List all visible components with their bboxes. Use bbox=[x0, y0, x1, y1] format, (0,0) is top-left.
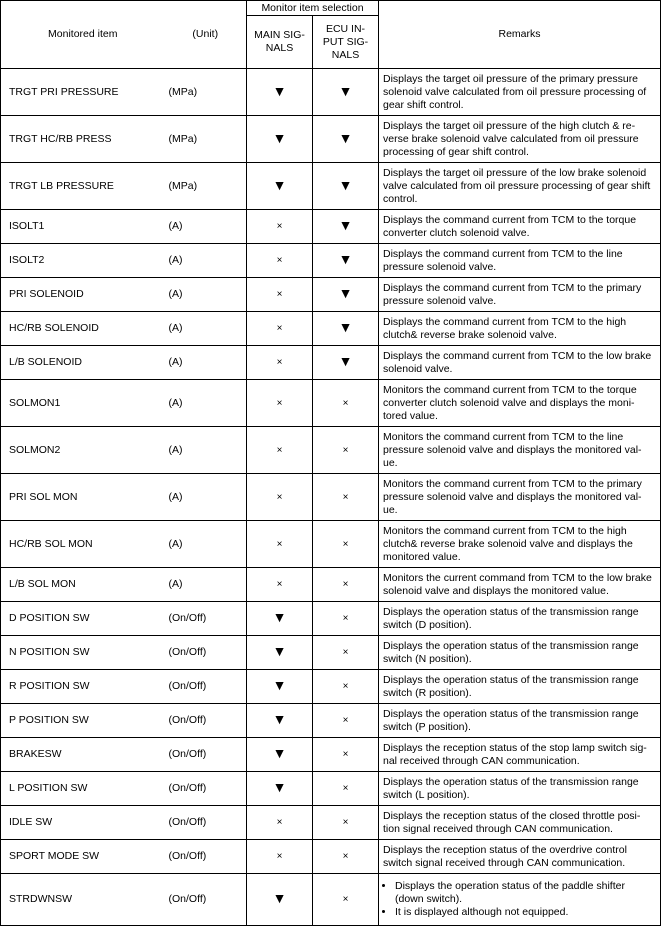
unit-cell: (On/Off) bbox=[165, 806, 247, 840]
selected-triangle-icon: ▼ bbox=[272, 745, 287, 761]
unit-cell: (A) bbox=[165, 568, 247, 602]
table-row bbox=[1, 602, 661, 636]
table-row bbox=[1, 806, 661, 840]
monitored-item-name: TRGT PRI PRESSURE bbox=[1, 69, 165, 116]
not-selected-cross-icon: × bbox=[342, 894, 349, 905]
table-row bbox=[1, 474, 661, 521]
monitored-item-name: N POSITION SW bbox=[1, 636, 165, 670]
main-signals-cell bbox=[247, 380, 313, 427]
selected-triangle-icon: ▼ bbox=[272, 677, 287, 693]
monitored-item-name: L POSITION SW bbox=[1, 772, 165, 806]
ecu-input-signals-cell bbox=[313, 704, 379, 738]
ecu-input-signals-cell bbox=[313, 163, 379, 210]
remarks-cell: Displays the operation status of the transmission range switch (R position). bbox=[379, 670, 661, 704]
remarks-cell: Displays the target oil pressure of the high clutch & re- verse brake solenoid valve calculated from oil pressure processing of gear shift control. bbox=[379, 116, 661, 163]
not-selected-cross-icon: × bbox=[276, 323, 283, 334]
table-row bbox=[1, 69, 661, 116]
not-selected-cross-icon: × bbox=[342, 491, 349, 503]
monitored-item-name: TRGT HC/RB PRESS bbox=[1, 116, 165, 163]
ecu-input-signals-cell bbox=[313, 568, 379, 602]
not-selected-cross-icon: × bbox=[342, 851, 349, 862]
header-monitor-item-selection: Monitor item selection bbox=[247, 1, 379, 16]
ecu-input-signals-cell bbox=[313, 312, 379, 346]
selected-triangle-icon: ▼ bbox=[272, 779, 287, 795]
not-selected-cross-icon: × bbox=[342, 647, 349, 658]
selected-triangle-icon: ▼ bbox=[272, 643, 287, 659]
remarks-cell: Displays the command current from TCM to the low brake solenoid valve. bbox=[379, 346, 661, 380]
ecu-input-signals-cell bbox=[313, 840, 379, 874]
ecu-input-signals-cell bbox=[313, 210, 379, 244]
table-row bbox=[1, 346, 661, 380]
header-ecu-input-signals: ECU IN- PUT SIG- NALS bbox=[313, 16, 379, 69]
not-selected-cross-icon: × bbox=[342, 444, 349, 456]
not-selected-cross-icon: × bbox=[276, 851, 283, 862]
unit-cell: (A) bbox=[165, 474, 247, 521]
table-row bbox=[1, 210, 661, 244]
monitored-item-name: ISOLT2 bbox=[1, 244, 165, 278]
remarks-cell: Displays the command current from TCM to the high clutch& reverse brake solenoid valve. bbox=[379, 312, 661, 346]
main-signals-cell bbox=[247, 312, 313, 346]
monitored-item-name: L/B SOL MON bbox=[1, 568, 165, 602]
main-signals-cell bbox=[247, 474, 313, 521]
monitored-item-name: HC/RB SOLENOID bbox=[1, 312, 165, 346]
main-signals-cell bbox=[247, 874, 313, 926]
unit-cell: (A) bbox=[165, 244, 247, 278]
unit-cell: (A) bbox=[165, 210, 247, 244]
selected-triangle-icon: ▼ bbox=[338, 285, 353, 301]
remarks-cell: Monitors the command current from TCM to the high clutch& reverse brake solenoid valve and displays the monitored value. bbox=[379, 521, 661, 568]
header-unit: (Unit) bbox=[165, 1, 247, 69]
ecu-input-signals-cell bbox=[313, 874, 379, 926]
unit-cell: (MPa) bbox=[165, 69, 247, 116]
ecu-input-signals-cell bbox=[313, 806, 379, 840]
not-selected-cross-icon: × bbox=[342, 715, 349, 726]
table-row bbox=[1, 116, 661, 163]
remarks-cell bbox=[379, 874, 661, 926]
main-signals-cell bbox=[247, 427, 313, 474]
remarks-cell: Displays the reception status of the overdrive control switch signal received through CAN communication. bbox=[379, 840, 661, 874]
table-row bbox=[1, 278, 661, 312]
ecu-input-signals-cell bbox=[313, 380, 379, 427]
not-selected-cross-icon: × bbox=[342, 613, 349, 624]
not-selected-cross-icon: × bbox=[342, 783, 349, 794]
not-selected-cross-icon: × bbox=[342, 538, 349, 550]
not-selected-cross-icon: × bbox=[276, 817, 283, 828]
unit-cell: (On/Off) bbox=[165, 874, 247, 926]
remarks-cell: Displays the reception status of the closed throttle posi- tion signal received through CAN communication. bbox=[379, 806, 661, 840]
unit-cell: (A) bbox=[165, 521, 247, 568]
main-signals-cell bbox=[247, 163, 313, 210]
monitored-item-name: SOLMON2 bbox=[1, 427, 165, 474]
selected-triangle-icon: ▼ bbox=[338, 82, 353, 99]
main-signals-cell bbox=[247, 704, 313, 738]
ecu-input-signals-cell bbox=[313, 116, 379, 163]
monitored-item-name: SOLMON1 bbox=[1, 380, 165, 427]
remarks-cell: Monitors the current command from TCM to the low brake solenoid valve and displays the monitored value. bbox=[379, 568, 661, 602]
monitored-item-name: PRI SOL MON bbox=[1, 474, 165, 521]
selected-triangle-icon: ▼ bbox=[272, 129, 287, 146]
unit-cell: (On/Off) bbox=[165, 772, 247, 806]
main-signals-cell bbox=[247, 69, 313, 116]
remarks-cell: Monitors the command current from TCM to the line pressure solenoid valve and displays the monitored val- ue. bbox=[379, 427, 661, 474]
table-row bbox=[1, 163, 661, 210]
main-signals-cell bbox=[247, 772, 313, 806]
table-row bbox=[1, 670, 661, 704]
table-row bbox=[1, 772, 661, 806]
unit-cell: (A) bbox=[165, 312, 247, 346]
remarks-cell: Displays the target oil pressure of the primary pressure solenoid valve calculated from oil pressure processing of gear shift control. bbox=[379, 69, 661, 116]
main-signals-cell bbox=[247, 116, 313, 163]
table-row bbox=[1, 312, 661, 346]
ecu-input-signals-cell bbox=[313, 521, 379, 568]
main-signals-cell bbox=[247, 210, 313, 244]
selected-triangle-icon: ▼ bbox=[338, 251, 353, 267]
not-selected-cross-icon: × bbox=[276, 357, 283, 368]
header-monitored-item: Monitored item bbox=[1, 1, 165, 69]
remarks-cell: Monitors the command current from TCM to the primary pressure solenoid valve and displays the monitored val- ue. bbox=[379, 474, 661, 521]
remarks-bullet-list bbox=[383, 880, 656, 919]
not-selected-cross-icon: × bbox=[342, 579, 349, 590]
monitored-item-name: P POSITION SW bbox=[1, 704, 165, 738]
selected-triangle-icon: ▼ bbox=[272, 890, 287, 906]
selected-triangle-icon: ▼ bbox=[272, 609, 287, 625]
main-signals-cell bbox=[247, 806, 313, 840]
table-row bbox=[1, 738, 661, 772]
ecu-input-signals-cell bbox=[313, 636, 379, 670]
header-remarks: Remarks bbox=[379, 1, 661, 69]
ecu-input-signals-cell bbox=[313, 346, 379, 380]
selected-triangle-icon: ▼ bbox=[338, 217, 353, 233]
ecu-input-signals-cell bbox=[313, 427, 379, 474]
ecu-input-signals-cell bbox=[313, 738, 379, 772]
not-selected-cross-icon: × bbox=[276, 221, 283, 232]
ecu-input-signals-cell bbox=[313, 670, 379, 704]
selected-triangle-icon: ▼ bbox=[272, 82, 287, 99]
unit-cell: (MPa) bbox=[165, 163, 247, 210]
main-signals-cell bbox=[247, 738, 313, 772]
main-signals-cell bbox=[247, 636, 313, 670]
not-selected-cross-icon: × bbox=[342, 397, 349, 409]
monitored-item-name: R POSITION SW bbox=[1, 670, 165, 704]
not-selected-cross-icon: × bbox=[276, 397, 283, 409]
selected-triangle-icon: ▼ bbox=[272, 711, 287, 727]
ecu-input-signals-cell bbox=[313, 278, 379, 312]
main-signals-cell bbox=[247, 278, 313, 312]
table-row bbox=[1, 244, 661, 278]
table-row bbox=[1, 521, 661, 568]
unit-cell: (On/Off) bbox=[165, 602, 247, 636]
table-row bbox=[1, 840, 661, 874]
unit-cell: (A) bbox=[165, 427, 247, 474]
ecu-input-signals-cell bbox=[313, 772, 379, 806]
main-signals-cell bbox=[247, 346, 313, 380]
not-selected-cross-icon: × bbox=[342, 681, 349, 692]
remarks-cell: Displays the operation status of the transmission range switch (L position). bbox=[379, 772, 661, 806]
not-selected-cross-icon: × bbox=[342, 817, 349, 828]
selected-triangle-icon: ▼ bbox=[338, 319, 353, 335]
table-row bbox=[1, 568, 661, 602]
remarks-cell: Displays the command current from TCM to the torque converter clutch solenoid valve. bbox=[379, 210, 661, 244]
monitored-item-name: BRAKESW bbox=[1, 738, 165, 772]
ecu-input-signals-cell bbox=[313, 69, 379, 116]
unit-cell: (On/Off) bbox=[165, 704, 247, 738]
monitored-item-name: HC/RB SOL MON bbox=[1, 521, 165, 568]
remarks-bullet-item: • It is displayed although not equipped. bbox=[395, 906, 656, 919]
selected-triangle-icon: ▼ bbox=[338, 353, 353, 369]
not-selected-cross-icon: × bbox=[276, 255, 283, 266]
remarks-cell: Displays the operation status of the transmission range switch (D position). bbox=[379, 602, 661, 636]
remarks-cell: Displays the operation status of the transmission range switch (N position). bbox=[379, 636, 661, 670]
table-row bbox=[1, 636, 661, 670]
monitored-item-name: IDLE SW bbox=[1, 806, 165, 840]
monitored-item-name: L/B SOLENOID bbox=[1, 346, 165, 380]
main-signals-cell bbox=[247, 670, 313, 704]
main-signals-cell bbox=[247, 568, 313, 602]
table-row bbox=[1, 427, 661, 474]
ecu-input-signals-cell bbox=[313, 244, 379, 278]
not-selected-cross-icon: × bbox=[276, 579, 283, 590]
not-selected-cross-icon: × bbox=[276, 491, 283, 503]
table-row bbox=[1, 380, 661, 427]
monitored-item-name: SPORT MODE SW bbox=[1, 840, 165, 874]
not-selected-cross-icon: × bbox=[276, 538, 283, 550]
selected-triangle-icon: ▼ bbox=[338, 176, 353, 193]
table-body bbox=[1, 69, 661, 926]
remarks-cell: Displays the reception status of the stop lamp switch sig- nal received through CAN communication. bbox=[379, 738, 661, 772]
selected-triangle-icon: ▼ bbox=[272, 176, 287, 193]
selected-triangle-icon: ▼ bbox=[338, 129, 353, 146]
unit-cell: (On/Off) bbox=[165, 670, 247, 704]
main-signals-cell bbox=[247, 244, 313, 278]
unit-cell: (On/Off) bbox=[165, 738, 247, 772]
not-selected-cross-icon: × bbox=[276, 444, 283, 456]
monitored-item-name: TRGT LB PRESSURE bbox=[1, 163, 165, 210]
unit-cell: (On/Off) bbox=[165, 840, 247, 874]
table-row bbox=[1, 704, 661, 738]
remarks-bullet-item: • Displays the operation status of the paddle shifter (down switch). bbox=[395, 880, 656, 906]
ecu-input-signals-cell bbox=[313, 602, 379, 636]
remarks-cell: Displays the operation status of the transmission range switch (P position). bbox=[379, 704, 661, 738]
unit-cell: (On/Off) bbox=[165, 636, 247, 670]
unit-cell: (A) bbox=[165, 346, 247, 380]
monitored-item-name: ISOLT1 bbox=[1, 210, 165, 244]
remarks-cell: Monitors the command current from TCM to the torque converter clutch solenoid valve and displays the moni- tored value. bbox=[379, 380, 661, 427]
ecu-input-signals-cell bbox=[313, 474, 379, 521]
header-main-signals: MAIN SIG- NALS bbox=[247, 16, 313, 69]
monitored-item-name: PRI SOLENOID bbox=[1, 278, 165, 312]
remarks-cell: Displays the target oil pressure of the low brake solenoid valve calculated from oil pressure processing of gear shift control. bbox=[379, 163, 661, 210]
monitored-item-name: D POSITION SW bbox=[1, 602, 165, 636]
monitored-item-name: STRDWNSW bbox=[1, 874, 165, 926]
main-signals-cell bbox=[247, 521, 313, 568]
main-signals-cell bbox=[247, 840, 313, 874]
main-signals-cell bbox=[247, 602, 313, 636]
unit-cell: (A) bbox=[165, 380, 247, 427]
not-selected-cross-icon: × bbox=[276, 289, 283, 300]
remarks-cell: Displays the command current from TCM to the line pressure solenoid valve. bbox=[379, 244, 661, 278]
remarks-cell: Displays the command current from TCM to the primary pressure solenoid valve. bbox=[379, 278, 661, 312]
table-row bbox=[1, 874, 661, 926]
unit-cell: (A) bbox=[165, 278, 247, 312]
unit-cell: (MPa) bbox=[165, 116, 247, 163]
not-selected-cross-icon: × bbox=[342, 749, 349, 760]
